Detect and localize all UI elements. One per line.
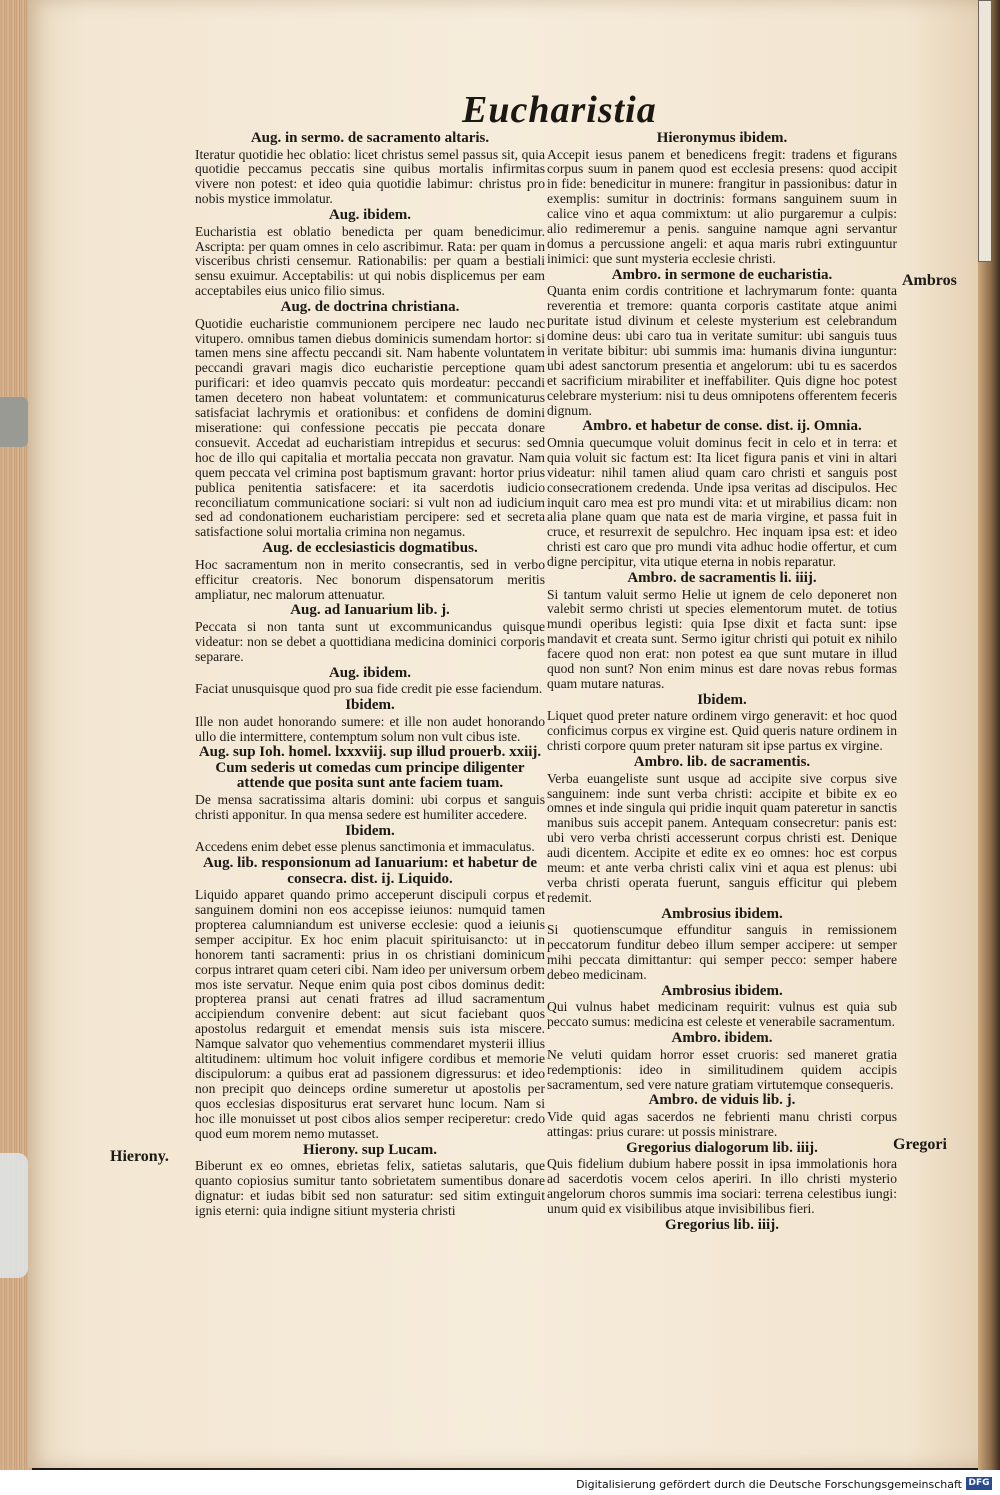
text-paragraph: Verba euangeliste sunt usque ad accipite sive corpus sive sanguinem: inde sunt verba christi: accipite et bibite ex eo omnes et inde singula qui pridie inquit quam pateretur in sanctis manibus suis accepit panem. Antequam consecretur: panis est: ubi vero verba christi accesserunt corpus christi est. Denique audi dicentem. Accipite et edite ex eo omnes: hoc est corpus meum: et ante verba christi calix vini et aqua est plenus: ubi verba christi operata fuerunt, sanguis efficitur qui plebem redemit. <box>547 770 897 905</box>
section-rubric: Gregorius lib. iiij. <box>665 1216 779 1233</box>
section-rubric: Ambrosius ibidem. <box>661 982 783 999</box>
text-paragraph: Vide quid agas sacerdos ne febrienti manu christi corpus attingas: prius curare: ut possis ministrare. <box>547 1108 897 1139</box>
section-rubric: Aug. sup Ioh. homel. lxxxviij. sup illud prouerb. xxiij. Cum sederis ut comedas cum principe diligenter attende que posita sunt ante faciem tuam. <box>198 744 542 792</box>
text-column-left <box>195 130 545 1219</box>
color-scale-strip <box>978 0 992 262</box>
section-rubric: Aug. in sermo. de sacramento altaris. <box>250 130 490 146</box>
section-rubric: Ambro. lib. de sacramentis. <box>633 754 811 771</box>
text-paragraph: Iteratur quotidie hec oblatio: licet christus semel passus sit, quia quotidie peccamus peccatis sine quibus mortalis infirmitas vivere non potest: et ideo quia quotidie labimur: christus pro nobis mystice immolatur. <box>195 146 545 207</box>
section-rubric: Hieronymus ibidem. <box>656 130 788 146</box>
section-rubric: Hierony. sup Lucam. <box>303 1141 437 1158</box>
text-paragraph: Quanta enim cordis contritione et lachrymarum fonte: quanta reverentia et tremore: quanta corporis castitate atque animi puritate istud divinum et celeste mysterium est celebrandum domine deus: ubi caro tua in veritate sumitur: ubi sanguis tuus in veritate bibitur: ubi summis ima: humanis divina iunguntur: ubi adest sanctorum presentia et angelorum: ubi tu es sacerdos et sacrificium mirabiliter et ineffabiliter. Quis digne hoc potest celebrare mysterium: nisi tu deus omnipotens offerentem feceris dignum. <box>547 283 897 418</box>
section-rubric: Aug. ibidem. <box>328 664 412 681</box>
text-paragraph: Si tantum valuit sermo Helie ut ignem de celo deponeret non valebit sermo christi ut species elementorum mutet. de totius mundi operibus legisti: quia Ipse dixit et facta sunt: ipse mandavit et creata sunt. Sermo igitur christi qui potuit ex nihilo facere quod non erat: non potest ea que sunt mutare in illud quod non sunt? Non enim minus est dare novas rebus formas quam mutare naturas. <box>547 586 897 691</box>
text-paragraph: Quis fidelium dubium habere possit in ipsa immolationis hora ad sacerdotis vocem celos aperiri. In illo christi mysterio angelorum choros summis ima sociari: terrena celestibus iungi: unum quid ex visibilibus atque invisibilibus fieri. <box>547 1156 897 1216</box>
text-column-right <box>547 130 897 1234</box>
section-rubric: Aug. ad Ianuarium lib. j. <box>290 602 450 619</box>
text-paragraph: Ille non audet honorando sumere: et ille non audet honorando ullo die intermittere, contemptum solum non vult cibus iste. <box>195 713 545 744</box>
bookmark-clip <box>0 397 28 447</box>
section-rubric: Ibidem. <box>345 822 395 839</box>
section-rubric: Ambro. de viduis lib. j. <box>648 1092 796 1109</box>
section-rubric: Aug. de ecclesiasticis dogmatibus. <box>262 540 478 557</box>
text-paragraph: Qui vulnus habet medicinam requirit: vulnus est quia sub peccato sumus: medicina est celeste et venerabile sacramentum. <box>547 999 897 1030</box>
text-paragraph: Liquido apparet quando primo acceperunt discipuli corpus et sanguinem domini non eos accepisse ieiunos: numquid tamen propterea calumniandum est universe ecclesie: quod a ieiunis semper accipitur. Ex hoc enim placuit spirituisancto: ut in honorem tanti sacramenti: prius in os christiani dominicum corpus intraret quam ceteri cibi. Nam ideo per universum orbem mos iste servatur. Neque enim quia post cibos dominus dedit: propterea pransi aut cenati fratres ad illud sacramentum accipiendum convenire debent: aut sicut faciebant quos apostolus redarguit et emendat mensis suis ista miscere. Namque salvator quo vehementius commendaret mysterii illius altitudinem: ultimum hoc voluit infigere cordibus et memorie discipulorum: a quibus erat ad passionem digressurus: et ideo non precipit quo deinceps ordine sumeretur ut apostolis per quos ecclesias dispositurus erat servaret hunc locum. Nam si hoc ille monuisset ut post cibos alios semper reciperetur: credo quod eum morem nemo mutasset. <box>195 887 545 1141</box>
margin-note-gregori: Gregori <box>893 1136 947 1153</box>
section-rubric: Aug. lib. responsionum ad Ianuarium: et habetur de consecra. dist. ij. Liquido. <box>202 855 538 887</box>
section-rubric: Ambrosius ibidem. <box>661 905 783 922</box>
section-rubric: Ambro. de sacramentis li. iiij. <box>627 570 817 587</box>
text-paragraph: Faciat unusquisque quod pro sua fide credit pie esse faciendum. <box>195 681 543 697</box>
section-rubric: Ibidem. <box>345 697 395 714</box>
footer-credit: Digitalisierung gefördert durch die Deutsche Forschungsgemeinschaft <box>576 1478 962 1491</box>
section-rubric: Gregorius dialogorum lib. iiij. <box>626 1139 818 1156</box>
section-rubric: Ambro. et habetur de conse. dist. ij. Omnia. <box>582 418 862 435</box>
text-paragraph: Ne veluti quidam horror esset cruoris: sed maneret gratia redemptionis: ideo in similitudinem quidem accipis sacramentum, sed vere nature gratiam virtutemque consequeris. <box>547 1046 897 1092</box>
section-rubric: Ibidem. <box>697 691 747 708</box>
text-paragraph: Liquet quod preter nature ordinem virgo generavit: et hoc quod conficimus corpus ex virgine est. Quid queris nature ordinem in christi corpore quum preter naturam sit ipse partus ex virgine. <box>547 708 897 754</box>
text-paragraph: Hoc sacramentum non in merito consecrantis, sed in verbo efficitur creatoris. Nec bonorum dispensatorum meritis ampliatur, nec malorum attenuatur. <box>195 556 545 602</box>
text-paragraph: Omnia quecumque voluit dominus fecit in celo et in terra: et quia voluit sic factum est: Ita licet figura panis et vini in altari videatur: nihil tamen aliud quam caro christi et sanguis post consecrationem credenda. Unde ipsa veritas ad discipulos. Hec inquit caro mea est pro mundi vita: et ut mirabilius dicam: non alia plane quam que nata est de maria virgine, et passa fuit in cruce, et resurrexit de sepulchro. Hec inquam ipsa est: et ideo christi est caro que pro mundi vita adhuc hodie offertur, et cum digne percipitur, vita utique eterna in nobis reparatur. <box>547 434 897 570</box>
text-paragraph: De mensa sacratissima altaris domini: ubi corpus et sanguis christi apponitur. In qua mensa sedere est humiliter accedere. <box>195 791 545 822</box>
text-paragraph: Eucharistia est oblatio benedicta per quam benedicimur. Ascripta: per quam omnes in celo ascribimur. Rata: per quam in visceribus christi censemur. Rationabilis: per quam a bestiali sensu exuimur. Acceptabilis: ut qui nobis displicemus per eam acceptabiles eius unico filio simus. <box>195 223 545 299</box>
text-paragraph: Accedens enim debet esse plenus sanctimonia et immaculatus. <box>195 839 535 855</box>
text-paragraph: Peccata si non tanta sunt ut excommunicandus quisque videatur: non se debet a quottidiana medicina dominici corporis separare. <box>195 618 545 664</box>
text-paragraph: Si quotienscumque effunditur sanguis in remissionem peccatorum funditur debeo illum semper accipere: ut semper mihi peccata dimittantur: qui semper pecco: semper habere debeo medicinam. <box>547 922 897 982</box>
dfg-logo-icon: DFG <box>966 1477 992 1490</box>
section-rubric: Aug. ibidem. <box>328 207 412 224</box>
text-paragraph: Biberunt ex eo omnes, ebrietas felix, satietas salutaris, que quanto copiosius sumitur tanto sobrietatem sumentibus donare dignatur: et iudas bibit sed non saturatur: sed sitim extinguit ignis eterni: quia indigne sitiunt mysteria christi <box>195 1158 545 1218</box>
margin-note-hierony: Hierony. <box>110 1148 169 1165</box>
section-rubric: Aug. de doctrina christiana. <box>280 299 460 316</box>
text-paragraph: Accepit iesus panem et benedicens fregit: tradens et figurans corpus suum in panem quod est ecclesia presens: quod accipit in fide: benedicitur in munere: frangitur in passionibus: datur in exemplis: sumitur in doctrinis: formans sanguinem suum in calice vino et aqua commixtum: ut alio purgaremur a culpis: alio redimeremur a penis. sanguine namque agni servantur domus a percussione angeli: et aqua maris rubri extinguuntur inimici: que sunt mysteria ecclesie christi. <box>547 146 897 266</box>
text-paragraph: Quotidie eucharistie communionem percipere nec laudo nec vitupero. omnibus tamen diebus dominicis sumendam hortor: si tamen mens sine affectu peccandi sit. Nam habente voluntatem peccandi gravari magis dico eucharistie perceptione quam purificari: et ideo quamvis peccato quis mordeatur: peccandi tamen decetero non habeat voluntatem: et communicaturus satisfaciat lachrymis et orationibus: et confidens de domini miseratione: qui confessione peccatis pie peccata donare consuevit. Accedat ad eucharistiam intrepidus et securus: sed hoc de illo qui capitalia et mortalia peccata non gravatur. Nam quem peccata vel crimina post baptismum gravant: hortor prius publica penitentia satisfacere: et ita sacerdotis iudicio reconciliatum communicatione sociari: si vult non ad iudicium sed ad condonationem eucharistiam percipere: sed et secreta satisfactione solui mortalia crimina non negamus. <box>195 315 545 540</box>
margin-note-ambros: Ambros <box>902 272 957 289</box>
page-title: Eucharistia <box>462 89 657 131</box>
page-holder-clip <box>0 1153 28 1278</box>
section-rubric: Ambro. in sermone de eucharistia. <box>611 266 833 283</box>
section-rubric: Ambro. ibidem. <box>671 1030 773 1047</box>
